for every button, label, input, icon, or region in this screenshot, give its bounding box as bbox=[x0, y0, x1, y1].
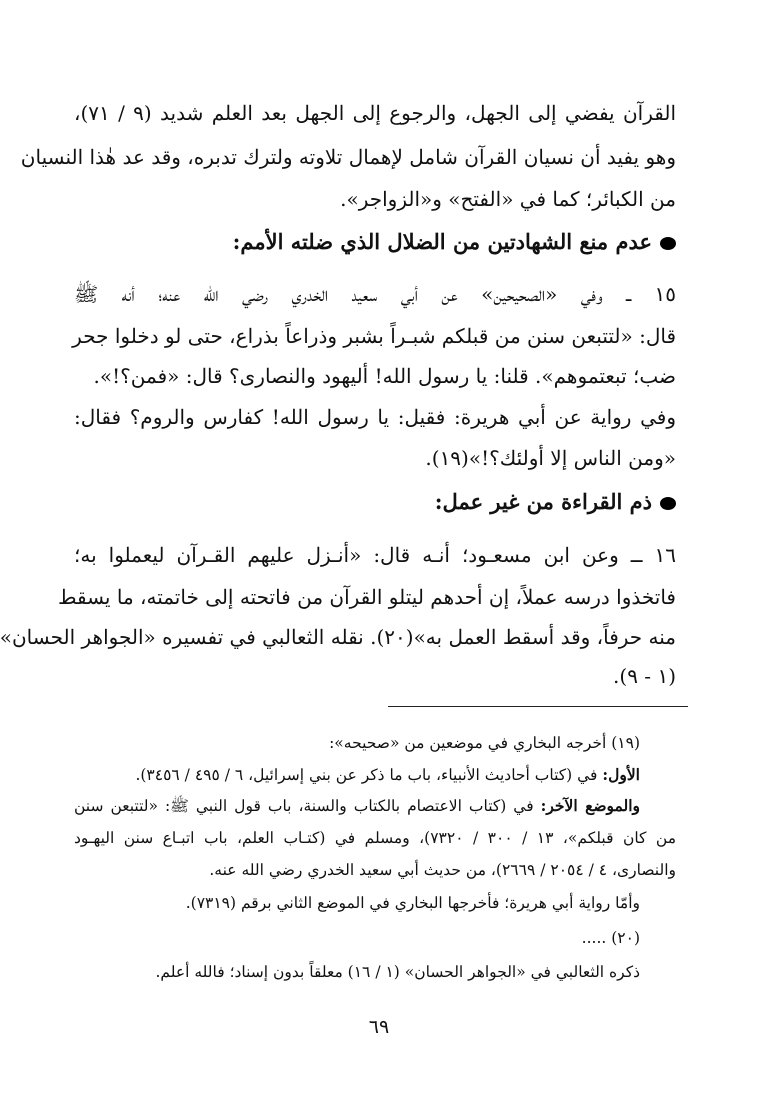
riwaya-line-2: «ومن الناس إلا أولئك؟!»(١٩). bbox=[425, 446, 676, 470]
hadith-15-line-2: قال: «لتتبعن سنن من قبلكم شبـراً بشبر وذراعاً بذراع، حتى لو دخلوا جحر bbox=[72, 324, 676, 348]
footnote-19-second-text: في (كتاب الاعتصام بالكتاب والسنة، باب قول النبي ﷺ: «لتتبعن سنن bbox=[74, 797, 534, 815]
bullet-icon bbox=[660, 497, 676, 510]
section-heading-1-text: عدم منع الشهادتين من الضلال الذي ضلته الأمم: bbox=[232, 229, 652, 254]
page-number: ٦٩ bbox=[368, 1016, 390, 1038]
body-line-3: من الكبائر؛ كما في «الفتح» و«الزواجر». bbox=[340, 187, 676, 211]
footnote-19-title: (١٩) أخرجه البخاري في موضعين من «صحيحه»: bbox=[329, 734, 640, 752]
hadith-15-line-3: ضب؛ تبعتموهم». قلنا: يا رسول الله! أليهود والنصارى؟ قال: «فمن؟!». bbox=[93, 364, 676, 388]
bullet-icon bbox=[660, 237, 676, 250]
hadith-16-line-1: ١٦ ــ وعن ابن مسعـود؛ أنـه قال: «أنـزل عليهم القـرآن ليعملوا به؛ bbox=[74, 543, 676, 567]
section-heading-1 bbox=[74, 229, 676, 255]
body-line-2: وهو يفيد أن نسيان القرآن شامل لإهمال تلاوته ولترك تدبره، وقد عد هٰذا النسيان bbox=[20, 145, 676, 169]
footnote-19-line-5: والنصارى، ٤ / ٢٠٥٤ / ٢٦٦٩)، من حديث أبي سعيد الخدري رضي الله عنه. bbox=[209, 861, 676, 879]
footnote-19-second bbox=[74, 796, 640, 816]
body-line-1: القرآن يفضي إلى الجهل، والرجوع إلى الجهل بعد العلم شديد (٩ / ٧١)، bbox=[74, 101, 677, 125]
footnote-19-first-label: الأول: bbox=[602, 765, 640, 784]
footnote-19-second-label: والموضع الآخر: bbox=[540, 796, 640, 815]
riwaya-line-1: وفي رواية عن أبي هريرة: فقيل: يا رسول الله! كفارس والروم؟ فقال: bbox=[74, 405, 676, 429]
footnote-19-line-4: من كان قبلكم»، ١٣ / ٣٠٠ / ٧٣٢٠)، ومسلم في (كتـاب العلم، باب اتبـاع سنن اليهـود bbox=[74, 829, 676, 847]
section-heading-2-text: ذم القراءة من غير عمل: bbox=[434, 489, 652, 514]
hadith-16-line-2: فاتخذوا درسه عملاً، إن أحدهم ليتلو القرآن من فاتحته إلى خاتمته، ما يسقط bbox=[57, 585, 676, 609]
hadith-16-line-3: منه حرفاً، وقد أسقط العمل به»(٢٠). نقله الثعالبي في تفسيره «الجواهر الحسان» bbox=[0, 625, 676, 649]
footnote-19-first bbox=[74, 765, 640, 785]
hadith-16-line-4: (١ - ٩). bbox=[613, 664, 676, 688]
footnote-19-first-text: في (كتاب أحاديث الأنبياء، باب ما ذكر عن بني إسرائيل، ٦ / ٤٩٥ / ٣٤٥٦). bbox=[135, 766, 598, 784]
section-heading-2 bbox=[74, 489, 676, 515]
hadith-15-line-1: ١٥ ــ وفي «الصحيحين» عن أبي سعيد الخدري رضي الله عنه؛ أنه ﷺ bbox=[74, 282, 676, 306]
footnote-19-line-6: وأمّا رواية أبي هريرة؛ فأخرجها البخاري في الموضع الثاني برقم (٧٣١٩). bbox=[185, 894, 640, 912]
footnote-divider bbox=[388, 706, 688, 707]
footnote-20-title: (٢٠) ..... bbox=[581, 929, 640, 947]
footnote-20-text: ذكره الثعالبي في «الجواهر الحسان» (١ / ١٦) معلقاً بدون إسناد؛ فالله أعلم. bbox=[155, 963, 640, 981]
